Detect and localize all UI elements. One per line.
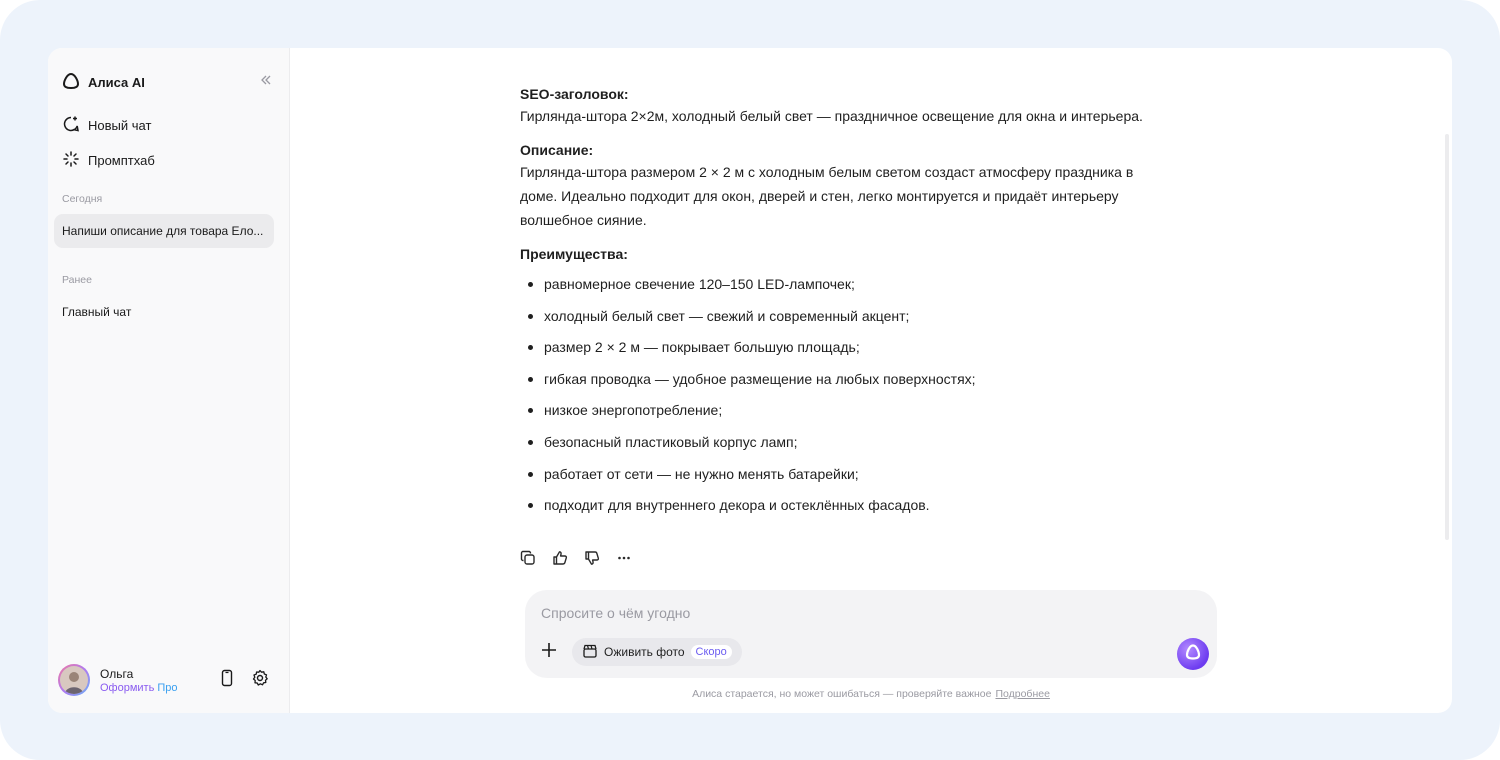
alice-logo-icon [62,72,80,93]
prompthub-button[interactable] [62,150,155,170]
advantages-list [520,272,1160,525]
more-icon [616,550,632,571]
upgrade-pro: Про [157,682,178,694]
like-button[interactable] [550,550,570,570]
more-button[interactable] [614,550,634,570]
sidebar [48,48,290,713]
advantages-heading: Преимущества: [520,246,628,262]
double-chevron-left-icon [259,73,273,92]
thumbs-down-icon [584,550,600,571]
seo-text: Гирлянда-штора 2×2м, холодный белый свет — праздничное освещение для окна и интерьера. [520,108,1143,124]
new-chat-button[interactable] [62,115,151,135]
scrollbar[interactable] [1445,134,1449,540]
upgrade-prefix: Оформить [100,682,155,694]
dislike-button[interactable] [582,550,602,570]
user-name: Ольга [100,667,134,681]
message-actions [518,550,634,570]
list-item: низкое энергопотребление; [520,398,1160,430]
chat-item-earlier-0[interactable]: Главный чат [62,305,132,319]
disclaimer-text: Алиса старается, но может ошибаться — проверяйте важное [692,688,992,700]
chip-label: Оживить фото [604,645,685,659]
list-item: работает от сети — не нужно менять батарейки; [520,462,1160,494]
soon-badge: Скоро [691,645,732,659]
new-chat-label: Новый чат [88,117,152,133]
brand-name: Алиса AI [88,74,145,90]
list-item: равномерное свечение 120–150 LED-лампочек; [520,272,1160,304]
alice-voice-icon [1184,643,1202,666]
avatar[interactable] [58,664,90,696]
message-input[interactable] [541,602,1141,624]
list-item: размер 2 × 2 м — покрывает большую площадь; [520,335,1160,367]
list-item: подходит для внутреннего декора и остеклённых фасадов. [520,493,1160,525]
settings-button[interactable] [250,670,270,690]
list-item: безопасный пластиковый корпус ламп; [520,430,1160,462]
disclaimer [525,688,1217,700]
description-heading: Описание: [520,142,594,158]
section-earlier-label: Ранее [62,274,92,286]
list-item: холодный белый свет — свежий и современный акцент; [520,304,1160,336]
list-item: гибкая проводка — удобное размещение на любых поверхностях; [520,367,1160,399]
sparkle-icon [62,150,80,171]
section-today-label: Сегодня [62,193,103,205]
seo-heading: SEO-заголовок: [520,86,629,102]
brand[interactable] [62,72,145,92]
collapse-sidebar-button[interactable] [258,74,274,90]
alice-voice-button[interactable] [1177,638,1209,670]
attach-button[interactable] [539,642,559,662]
thumbs-up-icon [552,550,568,571]
clapper-icon [582,643,598,662]
chat-item-today-0[interactable]: Напиши описание для товара Ело... [54,214,274,248]
upgrade-pro-link[interactable] [100,682,178,694]
copy-icon [520,550,536,571]
animate-photo-chip[interactable] [572,638,742,666]
user-block [58,662,284,698]
phone-button[interactable] [217,670,237,690]
more-info-link[interactable]: Подробнее [995,688,1050,700]
description-text: Гирлянда-штора размером 2 × 2 м с холодным белым светом создаст атмосферу праздника в доме. Идеально подходит для окон, дверей и стен, легко монтируется и придаёт интерьеру волшебное сияние. [520,164,1134,228]
copy-button[interactable] [518,550,538,570]
prompthub-label: Промптхаб [88,152,155,168]
gear-icon [251,669,269,692]
phone-icon [220,669,234,692]
composer [525,590,1217,678]
plus-icon [540,641,558,664]
app-window [48,48,1452,713]
new-chat-icon [62,115,80,136]
assistant-message [520,84,1160,525]
